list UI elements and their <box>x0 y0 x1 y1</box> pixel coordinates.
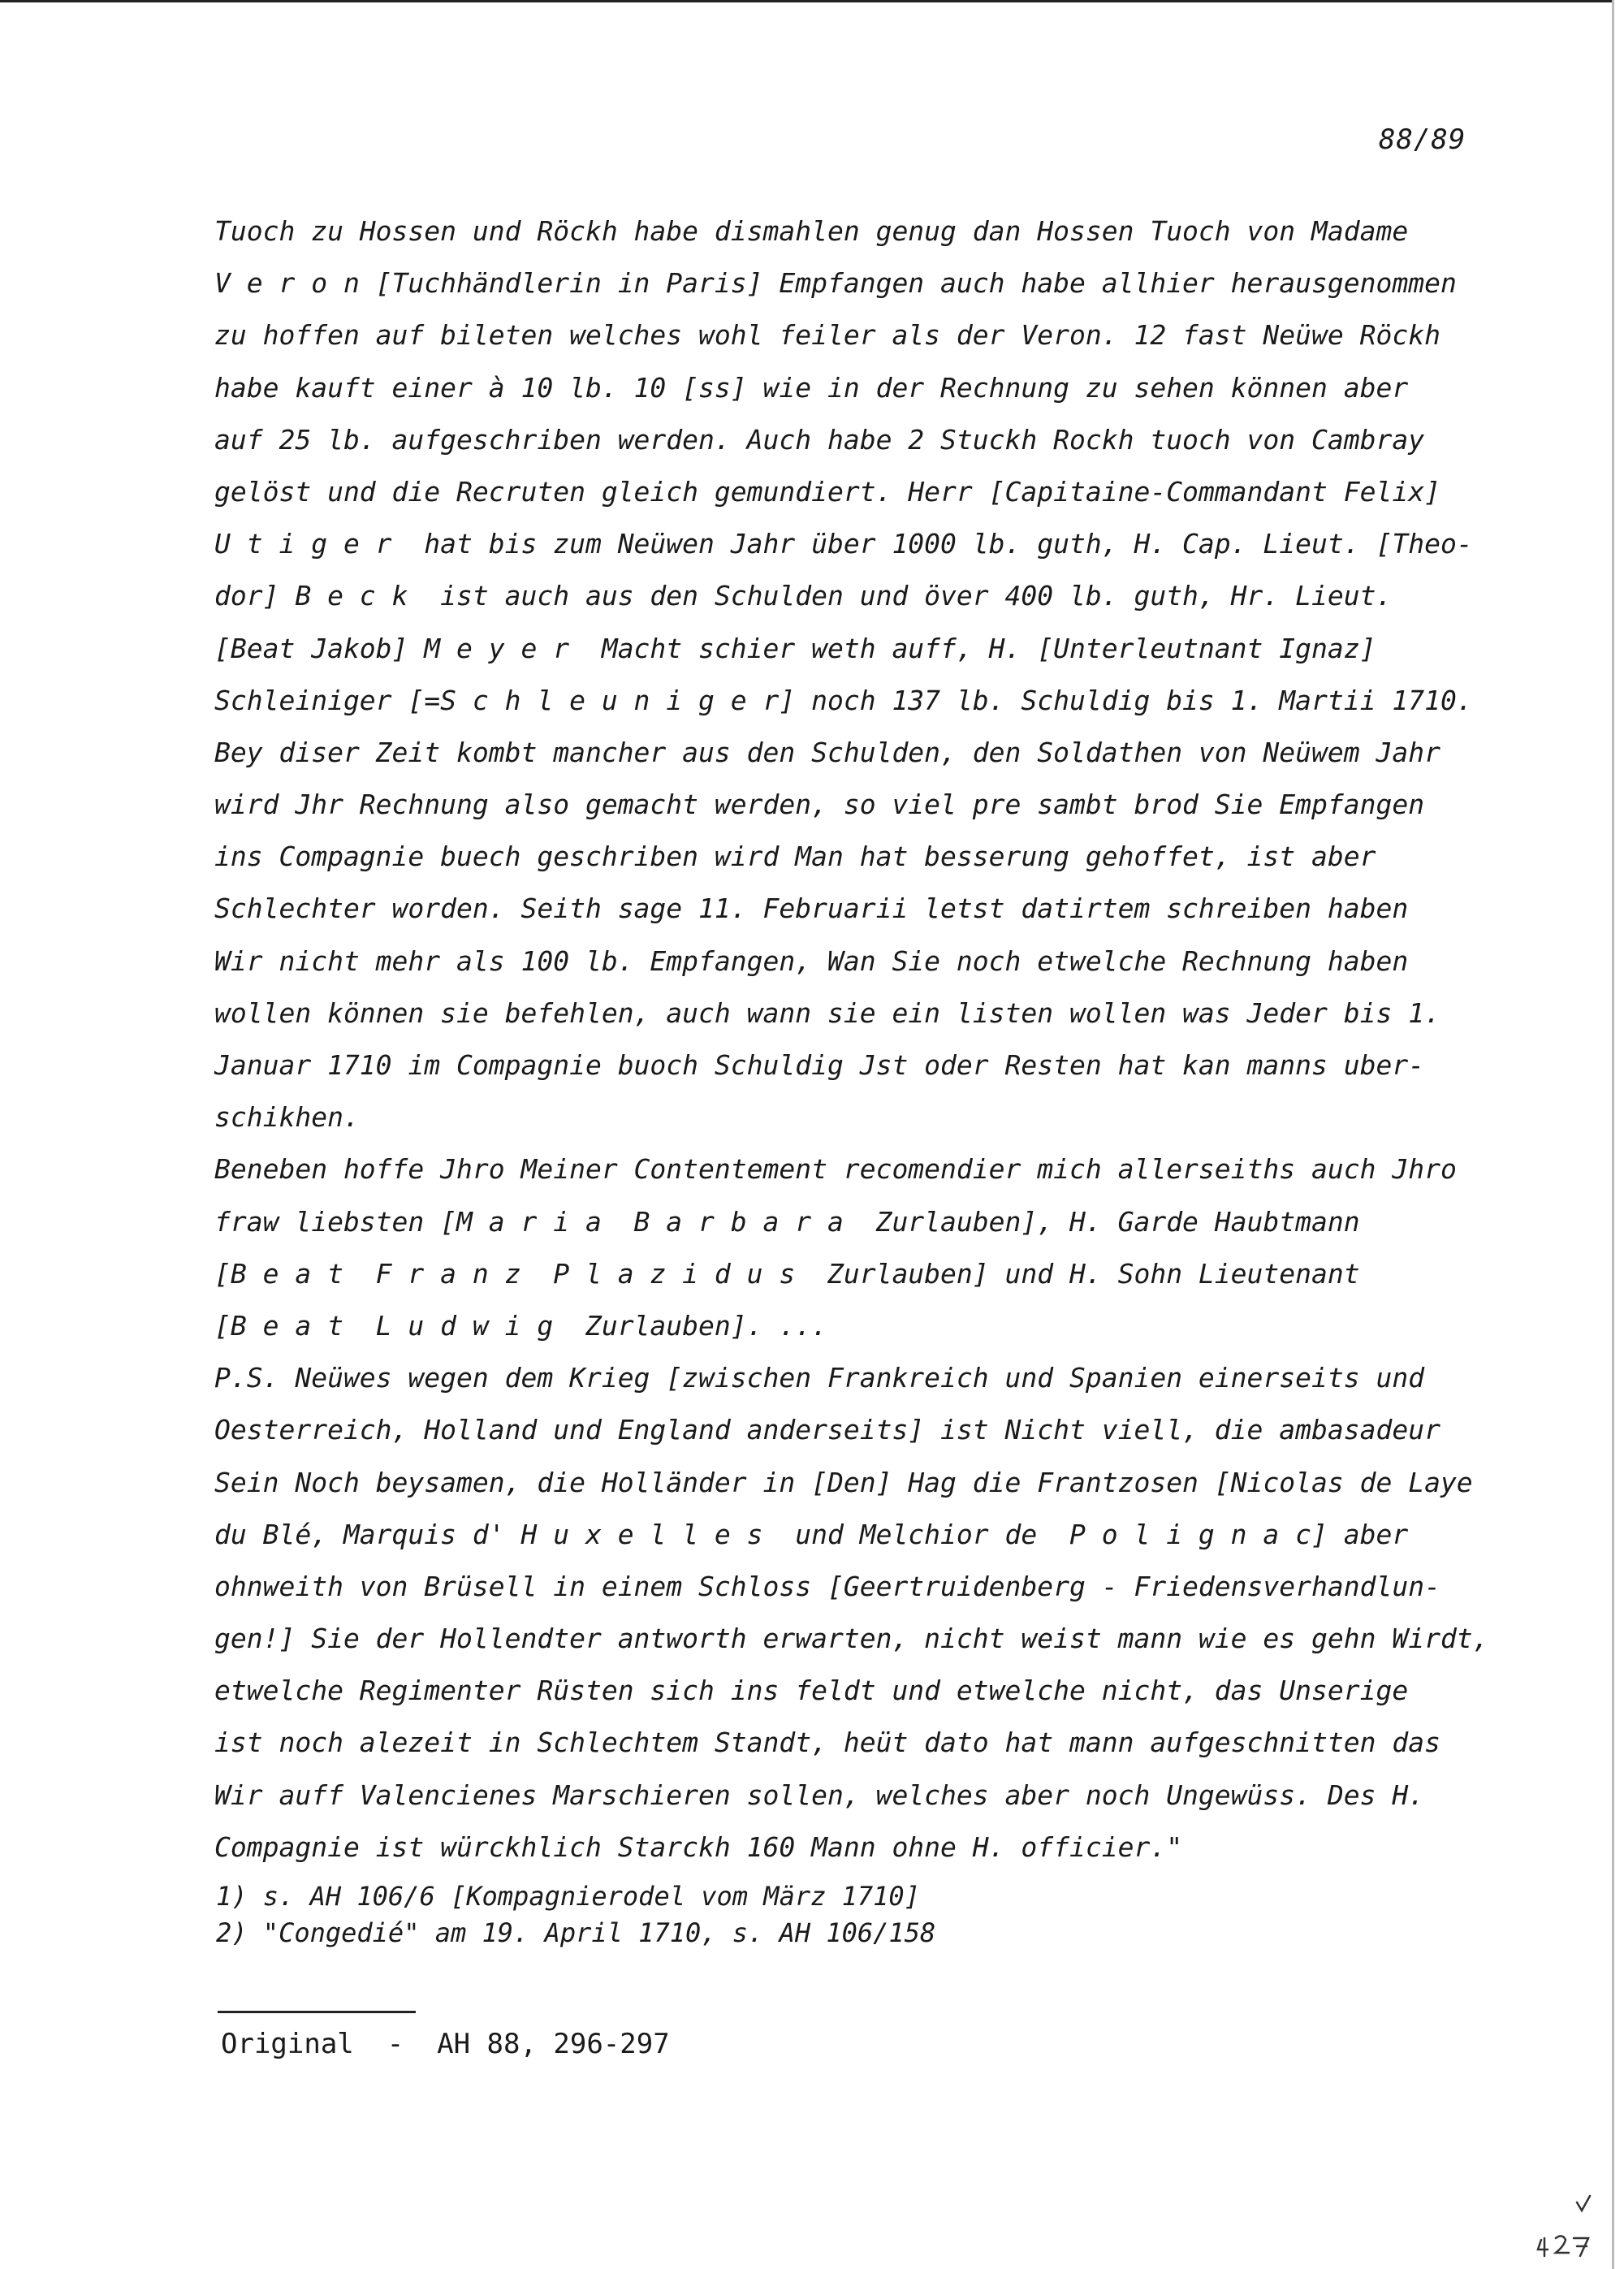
body-line: Sein Noch beysamen, die Holländer in [Den] Hag die Frantzosen [Nicolas de Laye <box>214 1466 1473 1498</box>
body-line: Oesterreich, Holland und England anderseits] ist Nicht viell, die ambasadeur <box>214 1414 1440 1446</box>
footnotes <box>216 1878 935 1951</box>
body-line: fraw liebsten [M a r i a B a r b a r a Zurlauben], H. Garde Haubtmann <box>214 1205 1360 1238</box>
body-line: dor] B e c k ist auch aus den Schulden und över 400 lb. guth, Hr. Lieut. <box>214 580 1393 612</box>
footnote-line: 1) s. AH 106/6 [Kompagnierodel vom März 1710] <box>216 1881 920 1912</box>
body-line: ist noch alezeit in Schlechtem Standt, heüt dato hat mann aufgeschnitten das <box>214 1727 1440 1759</box>
body-line: Bey diser Zeit kombt mancher aus den Schulden, den Soldathen von Neüwem Jahr <box>214 736 1440 768</box>
source-reference: Original - AH 88, 296-297 <box>221 2028 670 2060</box>
body-line: Schleiniger [=S c h l e u n i g e r] noch 137 lb. Schuldig bis 1. Martii 1710. <box>214 684 1473 716</box>
body-line: Beneben hoffe Jhro Meiner Contentement recomendier mich allerseiths auch Jhro <box>214 1153 1457 1186</box>
body-line: du Blé, Marquis d' H u x e l l e s und Melchior de P o l i g n a c] aber <box>214 1518 1409 1550</box>
body-line: ohnweith von Brüsell in einem Schloss [Geertruidenberg - Friedensverhandlun- <box>214 1570 1440 1602</box>
body-line: U t i g e r hat bis zum Neüwen Jahr über 1000 lb. guth, H. Cap. Lieut. [Theo- <box>214 528 1473 560</box>
body-line: P.S. Neüwes wegen dem Krieg [zwischen Frankreich und Spanien einerseits und <box>214 1362 1425 1394</box>
page-number: 88/89 <box>1379 123 1466 156</box>
top-edge-rule <box>0 0 1612 2</box>
body-line: schikhen. <box>214 1101 360 1134</box>
body-line: Tuoch zu Hossen und Röckh habe dismahlen genug dan Hossen Tuoch von Madame <box>214 215 1409 247</box>
body-line: auf 25 lb. aufgeschriben werden. Auch habe 2 Stuckh Rockh tuoch von Cambray <box>214 423 1425 456</box>
body-line: wollen können sie befehlen, auch wann sie ein listen wollen was Jeder bis 1. <box>214 996 1440 1029</box>
body-line: wird Jhr Rechnung also gemacht werden, so viel pre sambt brod Sie Empfangen <box>214 789 1425 821</box>
footnote-separator-rule <box>218 2011 416 2013</box>
footnote-line: 2) "Congedié" am 19. April 1710, s. AH 106/158 <box>216 1917 936 1948</box>
body-line: Compagnie ist würckhlich Starckh 160 Mann ohne H. officier." <box>214 1830 1183 1863</box>
body-line: V e r o n [Tuchhändlerin in Paris] Empfangen auch habe allhier herausgenommen <box>214 267 1457 300</box>
body-line: Schlechter worden. Seith sage 11. Februarii letst datirtem schreiben haben <box>214 892 1409 925</box>
body-line: gelöst und die Recruten gleich gemundiert. Herr [Capitaine-Commandant Felix] <box>214 475 1440 508</box>
body-line: etwelche Regimenter Rüsten sich ins feldt und etwelche nicht, das Unserige <box>214 1675 1409 1707</box>
handwritten-archive-number <box>1535 2193 1608 2258</box>
body-line: ins Compagnie buech geschriben wird Man hat besserung gehoffet, ist aber <box>214 841 1376 873</box>
body-line: gen!] Sie der Hollendter antworth erwarten, nicht weist mann wie es gehn Wirdt, <box>214 1623 1489 1655</box>
body-line: [Beat Jakob] M e y e r Macht schier weth auff, H. [Unterleutnant Ignaz] <box>214 632 1376 664</box>
body-line: [B e a t L u d w i g Zurlauben]. ... <box>214 1309 827 1342</box>
letter-body <box>214 205 1514 1874</box>
body-line: zu hoffen auf bileten welches wohl feiler als der Veron. 12 fast Neüwe Röckh <box>214 319 1440 352</box>
body-line: Wir auff Valencienes Marschieren sollen, welches aber noch Ungewüss. Des H. <box>214 1778 1425 1811</box>
body-line: Wir nicht mehr als 100 lb. Empfangen, Wan Sie noch etwelche Rechnung haben <box>214 944 1409 977</box>
right-edge-rule <box>1612 0 1614 2269</box>
body-line: [B e a t F r a n z P l a z i d u s Zurlauben] und H. Sohn Lieutenant <box>214 1257 1360 1290</box>
body-line: habe kauft einer à 10 lb. 10 [ss] wie in der Rechnung zu sehen können aber <box>214 371 1409 404</box>
body-line: Januar 1710 im Compagnie buoch Schuldig Jst oder Resten hat kan manns uber- <box>214 1049 1425 1081</box>
